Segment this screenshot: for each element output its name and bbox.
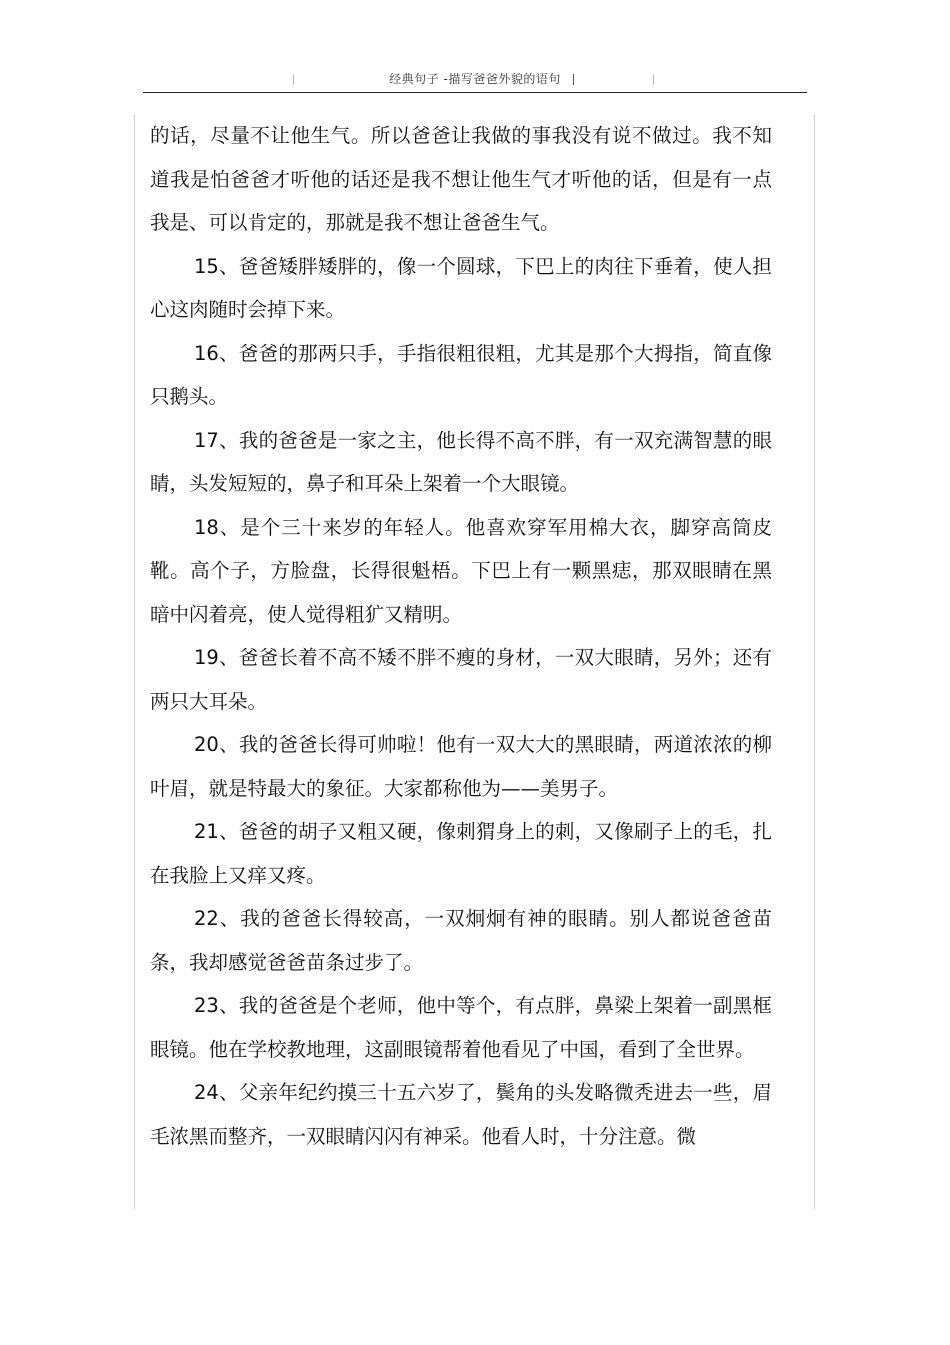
header-rule xyxy=(143,92,807,93)
paragraph: 16、爸爸的那两只手，手指很粗很粗，尤其是那个大拇指，简直像只鹅头。 xyxy=(150,341,772,408)
right-margin-line xyxy=(814,114,815,1209)
paragraph: 18、是个三十来岁的年轻人。他喜欢穿军用棉大衣，脚穿高筒皮靴。高个子，方脸盘，长得很魁梧。下巴上有一颗黑痣，那双眼睛在黑暗中闪着亮，使人觉得粗犷又精明。 xyxy=(150,515,772,626)
left-margin-line xyxy=(134,114,135,1209)
paragraph: 17、我的爸爸是一家之主，他长得不高不胖，有一双充满智慧的眼睛，头发短短的，鼻子和耳朵上架着一个大眼镜。 xyxy=(150,428,772,495)
paragraph: 24、父亲年纪约摸三十五六岁了，鬓角的头发略微秃进去一些，眉毛浓黑而整齐，一双眼睛闪闪有神采。他看人时，十分注意。微 xyxy=(150,1081,772,1148)
paragraph: 22、我的爸爸长得较高，一双炯炯有神的眼睛。别人都说爸爸苗条，我却感觉爸爸苗条过步了。 xyxy=(150,907,772,974)
header-title: 经典句子 -描写爸爸外貌的语句 xyxy=(389,72,561,86)
paragraph: 15、爸爸矮胖矮胖的，像一个圆球，下巴上的肉往下垂着，使人担心这肉随时会掉下来。 xyxy=(150,254,772,321)
document-body xyxy=(150,114,772,1158)
paragraph: 21、爸爸的胡子又粗又硬，像刺猬身上的刺，又像刷子上的毛，扎在我脸上又痒又疼。 xyxy=(150,820,772,887)
page-header xyxy=(143,66,807,93)
paragraph: 20、我的爸爸长得可帅啦！他有一双大大的黑眼睛，两道浓浓的柳叶眉，就是特最大的象征。大家都称他为——美男子。 xyxy=(150,733,772,800)
paragraph: 23、我的爸爸是个老师，他中等个，有点胖，鼻梁上架着一副黑框眼镜。他在学校教地理，这副眼镜帮着他看见了中国，看到了全世界。 xyxy=(150,994,772,1061)
paragraph: 19、爸爸长着不高不矮不胖不瘦的身材，一双大眼睛，另外；还有两只大耳朵。 xyxy=(150,646,772,713)
paragraph: 的话，尽量不让他生气。所以爸爸让我做的事我没有说不做过。我不知道我是怕爸爸才听他的话还是我不想让他生气才听他的话，但是有一点我是、可以肯定的，那就是我不想让爸爸生气。 xyxy=(150,124,772,234)
